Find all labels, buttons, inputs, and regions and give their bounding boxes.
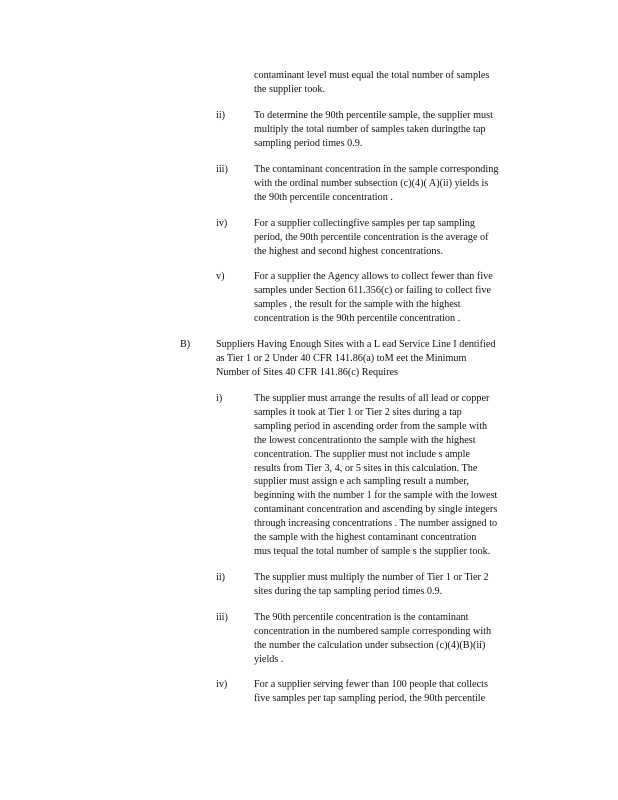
text-line: the highest and second highest concentrations. — [254, 245, 443, 257]
text-line: The supplier must arrange the results of all lead or copper — [254, 393, 490, 404]
section-label: B) — [180, 339, 191, 350]
text-line: mus tequal the total number of sample s the supplier took. — [254, 545, 491, 557]
text-line: concentration. The supplier must not include s ample — [254, 448, 470, 460]
text-line: yields . — [254, 653, 284, 665]
text-line: the lowest concentrationto the sample with the highest — [254, 434, 476, 446]
text-line: through increasing concentrations . The number assigned to — [254, 518, 498, 530]
text-line: samples it took at Tier 1 or Tier 2 sites during a tap — [254, 406, 462, 418]
item-paragraph — [254, 163, 544, 205]
text-line: concentration in the numbered sample corresponding with — [254, 625, 492, 637]
text-line: with the ordinal number subsection (c)(4)( A)(ii) yields is — [254, 177, 489, 189]
item-paragraph — [254, 217, 544, 259]
text-line: sites during the tap sampling period times 0.9. — [254, 585, 443, 597]
text-line: The supplier must multiply the number of Tier 1 or Tier 2 — [254, 572, 489, 583]
item-paragraph — [254, 270, 544, 326]
text-line: samples under Section 611.356(c) or failing to collect five — [254, 284, 491, 296]
text-line: five samples per tap sampling period, the 90th percentile — [254, 692, 486, 704]
text-line: the number the calculation under subsection (c)(4)(B)(ii) — [254, 639, 486, 651]
item-paragraph — [254, 611, 544, 667]
item-paragraph — [254, 571, 544, 599]
text-line: period, the 90th percentile concentration is the average of — [254, 231, 489, 243]
text-line: sampling period in ascending order from the sample with — [254, 420, 488, 432]
text-line: multiply the total number of samples taken duringthe tap — [254, 123, 486, 135]
item-paragraph — [254, 392, 544, 559]
heading-line: Suppliers Having Enough Sites with a L ead Service Line I dentified — [216, 339, 496, 350]
text-line: supplier must assign e ach sampling result a number, — [254, 476, 469, 488]
item-label: i) — [216, 393, 223, 404]
heading-line: as Tier 1 or 2 Under 40 CFR 141.86(a) toM eet the Minimum — [216, 352, 467, 364]
text-line: samples , the result for the sample with the highest — [254, 298, 461, 310]
item-label: ii) — [216, 110, 226, 121]
item-label: iv) — [216, 679, 228, 690]
text-line: The contaminant concentration in the sample corresponding — [254, 164, 499, 175]
item-label: v) — [216, 271, 225, 282]
section-heading — [216, 338, 546, 380]
text-line: beginning with the number 1 for the sample with the lowest — [254, 490, 498, 502]
intro-paragraph — [254, 69, 544, 97]
text-line: sampling period times 0.9. — [254, 137, 363, 149]
item-label: ii) — [216, 572, 226, 583]
item-label: iv) — [216, 218, 228, 229]
text-line: For a supplier collectingfive samples per tap sampling — [254, 218, 475, 229]
item-paragraph — [254, 678, 544, 706]
item-paragraph — [254, 109, 544, 151]
text-line: To determine the 90th percentile sample, the supplier must — [254, 110, 493, 121]
text-line: concentration is the 90th percentile concentration . — [254, 312, 461, 324]
text-line: results from Tier 3, 4, or 5 sites in this calculation. The — [254, 462, 478, 474]
heading-line: Number of Sites 40 CFR 141.86(c) Requires — [216, 366, 398, 378]
text-line: The 90th percentile concentration is the contaminant — [254, 612, 469, 623]
text-line: the sample with the highest contaminant concentration — [254, 532, 477, 544]
text-line: For a supplier the Agency allows to collect fewer than five — [254, 271, 493, 282]
item-label: iii) — [216, 612, 228, 623]
text-line: the 90th percentile concentration . — [254, 191, 393, 203]
text-line: contaminant concentration and ascending by single integers — [254, 504, 498, 516]
text-line: For a supplier serving fewer than 100 people that collects — [254, 679, 488, 690]
item-label: iii) — [216, 164, 228, 175]
text-line: the supplier took. — [254, 83, 326, 95]
text-line: contaminant level must equal the total number of samples — [254, 70, 490, 81]
